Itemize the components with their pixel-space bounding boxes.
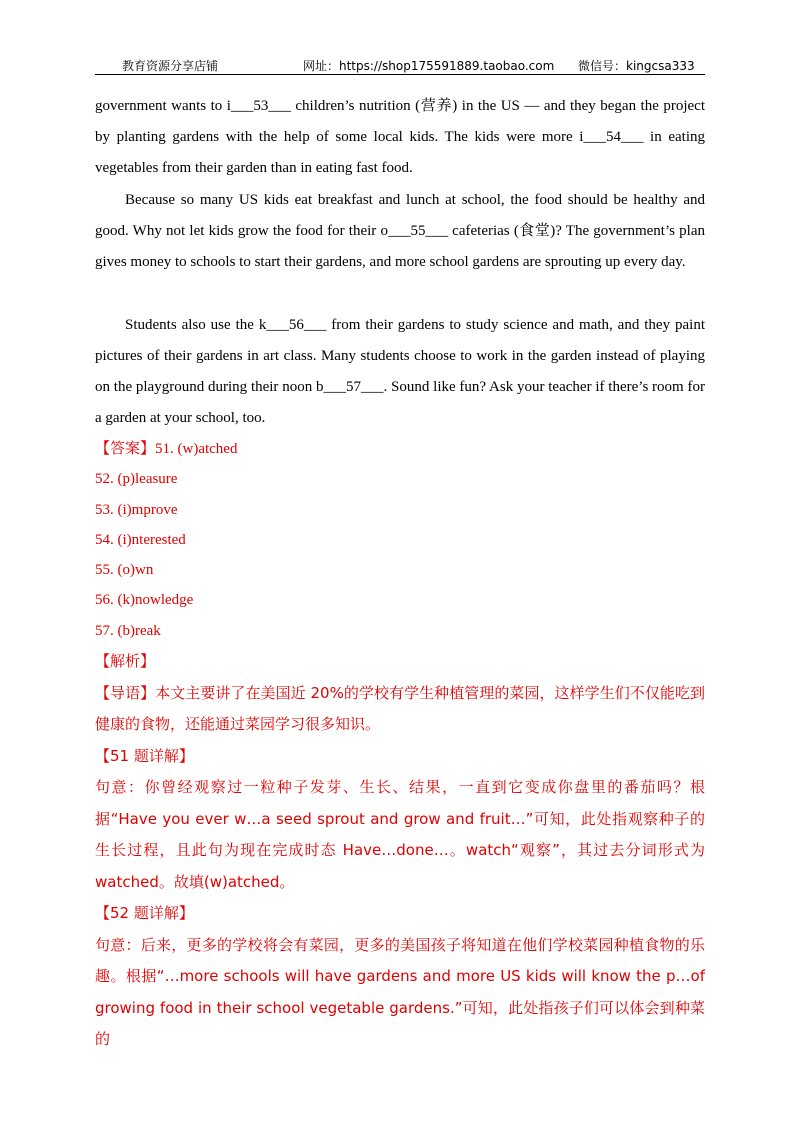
analysis-section [95,646,705,1056]
answer-item: 53. (i)mprove [95,501,178,518]
passage-paragraph-3: Students also use the k___56___ from their gardens to study science and math, and they paint pictures of their gardens in art class. Many students choose to work in the garden instead of playing on the playground during their noon b___57___. Sound like fun? Ask your teacher if there’s room for a garden at your school, too. [95,317,705,426]
answer-item: 56. (k)nowledge [95,592,194,609]
header-shop-name: 教育资源分享店铺 [122,59,219,73]
answer-item: 57. (b)reak [95,622,161,639]
q52-explanation: 句意：后来，更多的学校将会有菜园，更多的美国孩子将知道在他们学校菜园种植食物的乐趣。根据“…more schools will have gardens and more US kids will know the p…of growing food in their school vegetable gardens.”可知，此处指孩子们可以体会到种菜的 [95,935,705,1048]
passage-paragraph-1: government wants to i___53___ children’s nutrition (营养) in the US — and they began the project by planting gardens with the help of some local kids. The kids were more i___54___ in eating vegetables from their garden than in eating fast food. [95,98,705,176]
q51-explanation: 句意：你曾经观察过一粒种子发芽、生长、结果，一直到它变成你盘里的番茄吗？根据“Have you ever w…a seed sprout and grow and fruit…”可知，此处指观察种子的生长过程，且此句为现在完成时态 Have…done…。watch“观察”，其过去分词形式为 watched。故填(w)atched。 [95,778,705,891]
answer-item: 【答案】51. (w)atched [95,441,238,457]
header-divider [95,74,705,75]
passage-paragraph-2: Because so many US kids eat breakfast and lunch at school, the food should be healthy and good. Why not let kids grow the food for their o___55___ cafeterias (食堂)? The government’s plan gives money to schools to start their gardens, and more school gardens are sprouting up every day. [95,192,705,270]
guide-text: 【导语】本文主要讲了在美国近 20%的学校有学生种植管理的菜园，这样学生们不仅能吃到健康的食物，还能通过菜园学习很多知识。 [95,683,705,733]
answer-list [95,434,705,646]
header-shop-url: 网址：https://shop175591889.taobao.com [303,59,555,73]
answer-item: 55. (o)wn [95,562,154,579]
analysis-heading: 【解析】 [95,652,156,670]
answer-item: 54. (i)nterested [95,531,186,548]
q51-heading: 【51 题详解】 [95,746,194,765]
q52-heading: 【52 题详解】 [95,904,194,922]
header-wechat-id: 微信号：kingcsa333 [578,59,695,73]
answer-item: 52. (p)leasure [95,471,178,488]
page-header [95,57,705,74]
